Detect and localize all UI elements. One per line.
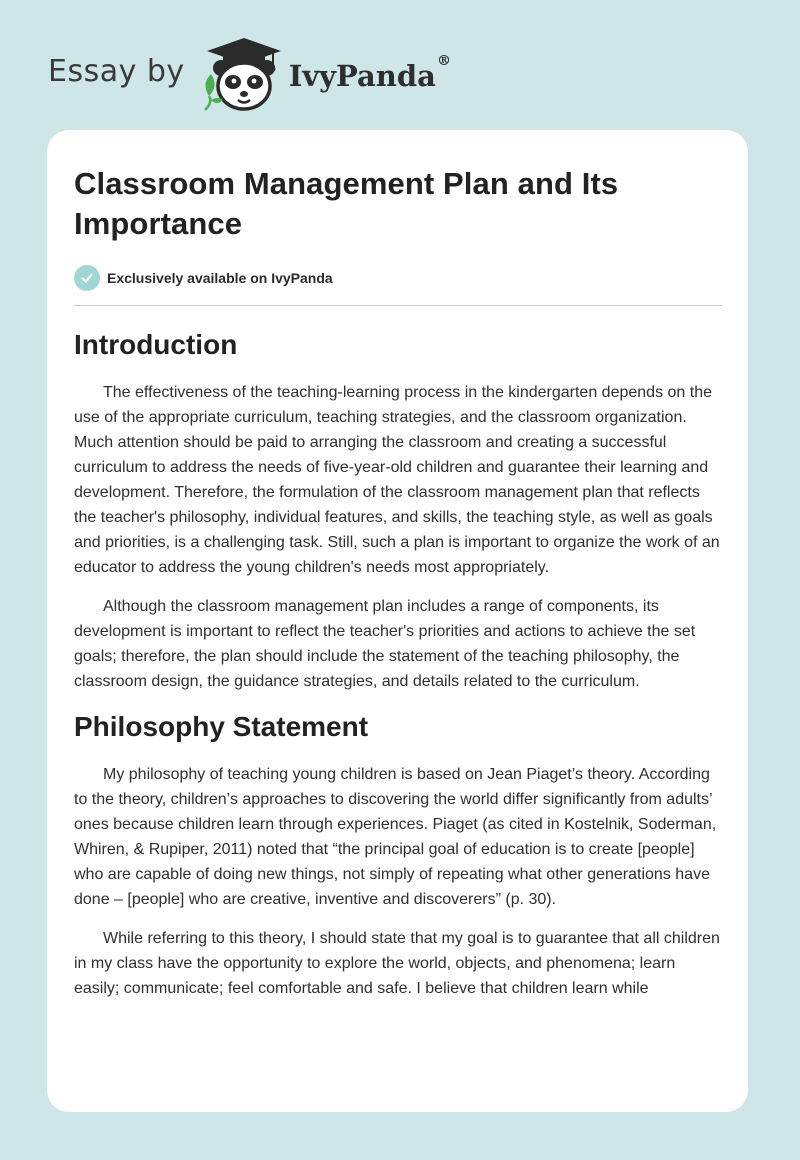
essay-card	[47, 130, 748, 1112]
section-heading-philosophy: Philosophy Statement	[74, 711, 369, 742]
panda-logo-icon	[199, 34, 289, 114]
check-circle-icon	[74, 265, 100, 291]
paragraph: My philosophy of teaching young children is based on Jean Piaget’s theory. According to the theory, children’s approaches to discovering the world differ significantly from adults’ ones because children learn through experiences. Piaget (as cited in Kostelnik, Soderman, Whiren, & Rupiper, 2011) noted that “the principal goal of education is to create [people] who are capable of doing new things, not simply of repeating what other generations have done – [people] who are creative, inventive and discoverers” (p. 30).	[74, 766, 717, 908]
paragraph: The effectiveness of the teaching-learning process in the kindergarten depends on the use of the appropriate curriculum, teaching strategies, and the classroom organization. Much attention should be paid to arranging the classroom and creating a successful curriculum to address the needs of five-year-old children and guarantee their learning and development. Therefore, the formulation of the classroom management plan that reflects the teacher's philosophy, individual features, and skills, the teaching style, as well as goals and priorities, is a challenging task. Still, such a plan is important to organize the work of an educator to address the young children's needs most appropriately.	[74, 384, 720, 576]
brand-name: IvyPanda®	[288, 53, 451, 93]
exclusive-badge	[74, 264, 722, 292]
brand-prefix: Essay by	[48, 53, 185, 89]
paragraph: While referring to this theory, I should state that my goal is to guarantee that all children in my class have the opportunity to explore the world, objects, and phenomena; learn easily; communicate; feel comfortable and safe. I believe that children learn while	[74, 930, 720, 997]
paragraph: Although the classroom management plan includes a range of components, its development is important to reflect the teacher's priorities and actions to achieve the set goals; therefore, the plan should include the statement of the teaching philosophy, the classroom design, the guidance strategies, and details related to the curriculum.	[74, 598, 696, 690]
badge-text: Exclusively available on IvyPanda	[107, 270, 333, 286]
section-heading-introduction: Introduction	[74, 329, 238, 360]
divider	[74, 305, 722, 306]
page-title: Classroom Management Plan and Its Importance	[74, 166, 619, 241]
brand-header	[48, 34, 451, 114]
